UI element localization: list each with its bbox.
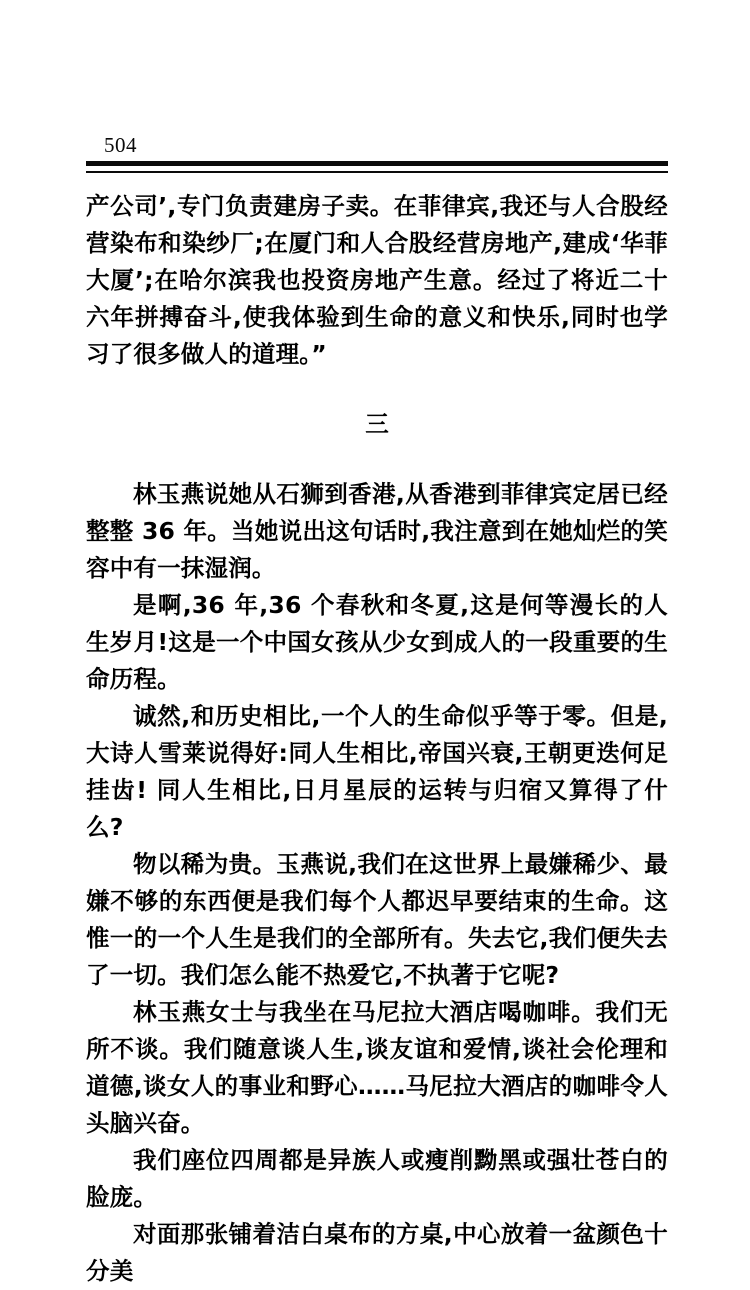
paragraph-faces-around: 我们座位四周都是异族人或瘦削黝黑或强壮苍白的脸庞。 [86, 1146, 668, 1211]
paragraph-36-springs: 是啊,36 年,36 个春秋和冬夏,这是何等漫长的人生岁月!这是一个中国女孩从少女到成人的一段重要的生命历程。 [86, 591, 668, 693]
paragraph-manila-hotel: 林玉燕女士与我坐在马尼拉大酒店喝咖啡。我们无所不谈。我们随意谈人生,谈友谊和爱情,谈社会伦理和道德,谈女人的事业和野心……马尼拉大酒店的咖啡令人头脑兴奋。 [86, 998, 668, 1137]
paragraph-lin-yuyan-36-years: 林玉燕说她从石狮到香港,从香港到菲律宾定居已经整整 36 年。当她说出这句话时,我注意到在她灿烂的笑容中有一抹湿润。 [86, 480, 668, 582]
section-number-three: 三 [365, 410, 389, 438]
header-rule-thick [86, 161, 668, 166]
running-head [86, 132, 668, 160]
page-number: 504 [104, 133, 137, 157]
paragraph-rarity: 物以稀为贵。玉燕说,我们在这世界上最嫌稀少、最嫌不够的东西便是我们每个人都迟早要结束的生命。这惟一的一个人生是我们的全部所有。失去它,我们便失去了一切。我们怎么能不热爱它,不执著于它呢? [86, 850, 668, 989]
section-spacer-below [86, 443, 668, 476]
text-column [86, 188, 668, 1285]
paragraph-continued: 产公司’,专门负责建房子卖。在菲律宾,我还与人合股经营染布和染纱厂;在厦门和人合股经营房地产,建成‘华菲大厦’;在哈尔滨我也投资房地产生意。经过了将近二十六年拼搏奋斗,使我体验到生命的意义和快乐,同时也学习了很多做人的道理。” [86, 192, 668, 368]
paragraph-white-tablecloth: 对面那张铺着洁白桌布的方桌,中心放着一盆颜色十分美 [86, 1220, 668, 1285]
header-rule-thin [86, 171, 668, 173]
section-spacer-above [86, 373, 668, 406]
paragraph-shelley: 诚然,和历史相比,一个人的生命似乎等于零。但是,大诗人雪莱说得好:同人生相比,帝国兴衰,王朝更迭何足挂齿! 同人生相比,日月星辰的运转与归宿又算得了什么? [86, 702, 668, 841]
